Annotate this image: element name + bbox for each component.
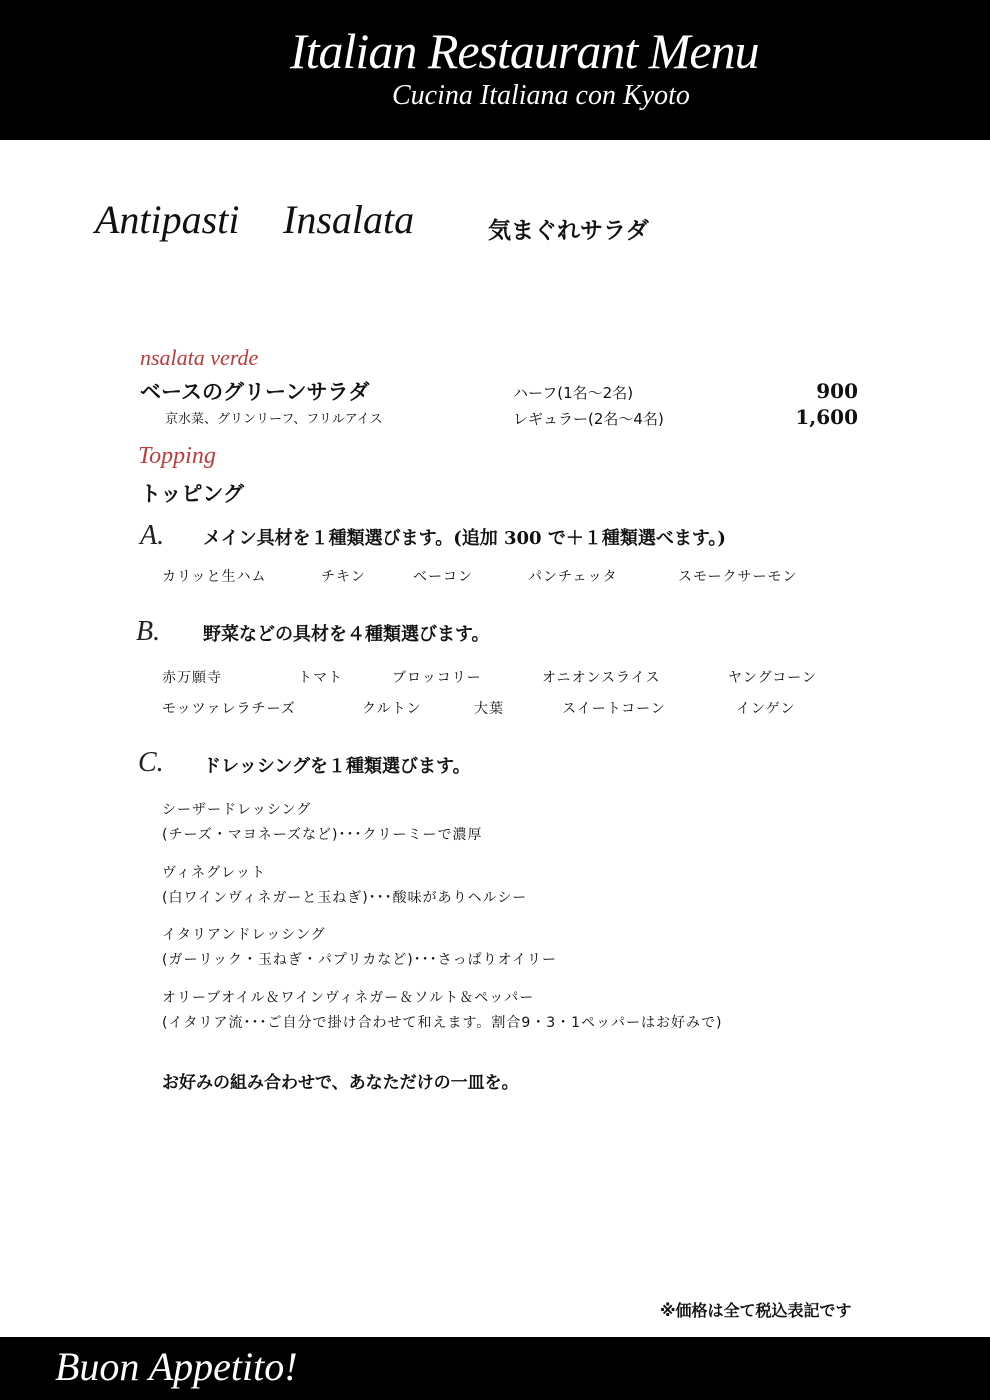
price-regular: 1,600 [795, 405, 858, 429]
dressing-name: ヴィネグレット [162, 865, 267, 881]
step-c-instruction: ドレッシングを１種類選びます。 [203, 756, 471, 777]
option-a-item: パンチェッタ [528, 569, 618, 585]
step-c-letter: C. [138, 747, 164, 778]
dressing-description: (白ワインヴィネガーと玉ねぎ)･･･酸味がありヘルシー [162, 890, 528, 906]
size-half-label: ハーフ(1名〜2名) [513, 384, 634, 402]
option-b-item: 大葉 [474, 701, 504, 717]
step-b-instruction: 野菜などの具材を４種類選びます。 [203, 624, 490, 645]
option-a-item: ベーコン [413, 569, 473, 585]
section-insalata: Insalata [283, 197, 415, 242]
salad-name: ベースのグリーンサラダ [140, 379, 370, 404]
option-b-item: クルトン [362, 701, 422, 717]
size-regular-label: レギュラー(2名〜4名) [513, 410, 664, 428]
option-b-item: 赤万願寺 [162, 670, 222, 686]
salad-italian-label: nsalata verde [140, 345, 259, 370]
menu-title: Italian Restaurant Menu [290, 23, 759, 79]
salad-description: 京水菜、グリンリーフ、フリルアイス [165, 412, 383, 427]
closing-message: お好みの組み合わせで、あなただけの一皿を。 [162, 1073, 519, 1093]
header-banner [0, 0, 990, 140]
option-b-item: ブロッコリー [392, 670, 482, 686]
option-b-item: ヤングコーン [728, 670, 818, 686]
section-antipasti: Antipasti [95, 197, 240, 242]
step-a-letter: A. [140, 520, 165, 551]
section-jp-title: 気まぐれサラダ [488, 217, 649, 244]
option-a-item: チキン [321, 569, 366, 585]
price-half: 900 [816, 379, 858, 403]
topping-italian-label: Topping [138, 443, 216, 469]
menu-subtitle: Cucina Italiana con Kyoto [392, 80, 690, 111]
option-b-item: インゲン [736, 701, 796, 717]
option-a-item: カリッと生ハム [162, 569, 267, 585]
option-b-item: スイートコーン [562, 701, 666, 717]
step-b-letter: B. [136, 616, 161, 647]
dressing-description: (イタリア流･･･ご自分で掛け合わせて和えます。割合9・3・1ペッパーはお好みで) [162, 1015, 723, 1031]
option-a-item: スモークサーモン [678, 569, 798, 585]
topping-title: トッピング [140, 481, 244, 506]
dressing-description: (ガーリック・玉ねぎ・パプリカなど)･･･さっぱりオイリー [162, 952, 557, 968]
step-a-instruction: メイン具材を１種類選びます。(追加 300 で＋１種類選べます。) [203, 528, 726, 549]
dressing-name: イタリアンドレッシング [162, 927, 326, 943]
dressing-description: (チーズ・マヨネーズなど)･･･クリーミーで濃厚 [162, 827, 483, 843]
tax-note: ※価格は全て税込表記です [660, 1301, 852, 1320]
footer-greeting: Buon Appetito! [55, 1344, 298, 1389]
option-b-item: モッツァレラチーズ [162, 701, 296, 717]
option-b-item: トマト [298, 670, 343, 686]
dressing-name: オリーブオイル＆ワインヴィネガー＆ソルト＆ペッパー [162, 990, 535, 1006]
option-b-item: オニオンスライス [542, 670, 661, 686]
footer-banner [0, 1337, 990, 1400]
dressing-name: シーザードレッシング [162, 802, 312, 818]
